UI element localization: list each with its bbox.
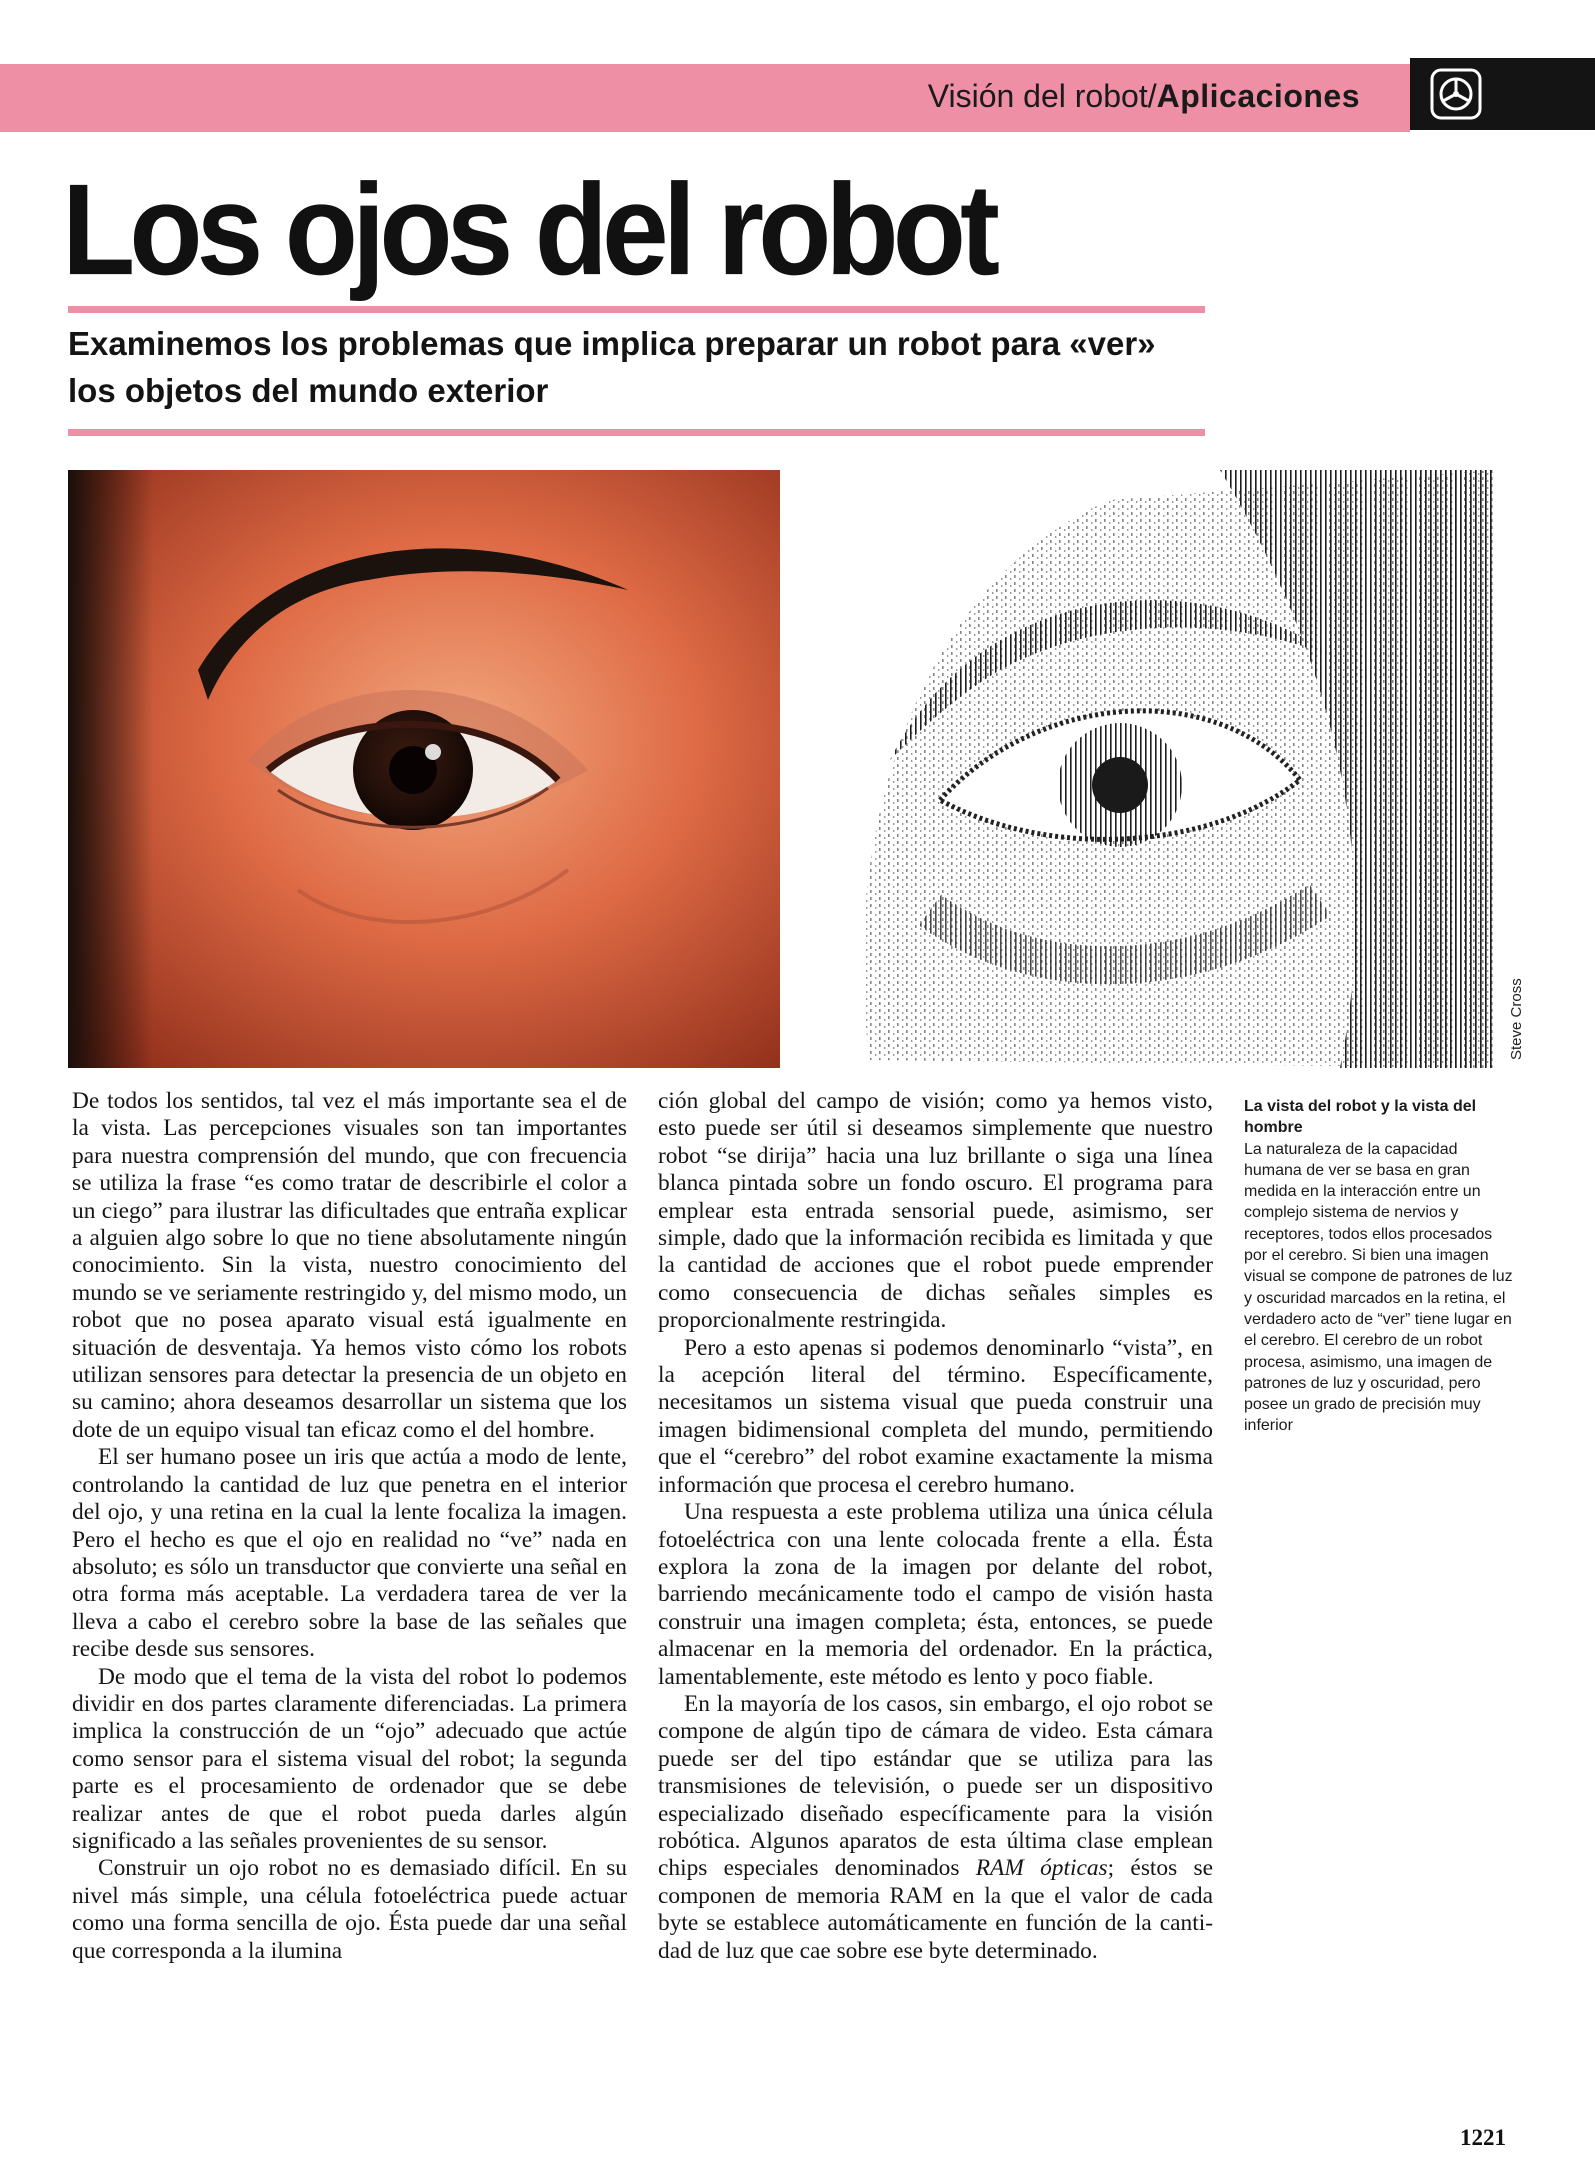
- paragraph: ción global del campo de visión; como ya hemos visto, esto puede ser útil si deseamos simplemente que nuestro robot “se dirija” hacia una luz brillante o siga una línea blanca pintada sobre un fondo oscuro. El programa para emplear esta entrada sensorial puede, asimismo, ser simple, dado que la información recibida es limitada y que la cantidad de acciones que el robot puede emprender como consecuencia de dichas señales simples es proporcionalmente restringida.: [658, 1088, 1213, 1334]
- emphasis-term: RAM ópticas: [975, 1855, 1108, 1882]
- sidebar-caption: [1244, 1096, 1514, 1437]
- sidebar-text: La naturaleza de la capacidad humana de ver se basa en gran medida en la interacción entre un complejo sistema de nervios y receptores, todos ellos procesados por el cerebro. Si bien una imagen visual se compone de patrones de luz y oscuridad marcados en la retina, el verdadero acto de “ver” tiene lugar en el cerebro. El cerebro de un robot procesa, asimismo, una imagen de patrones de luz y oscuridad, pero posee un grado de precisión muy inferior: [1244, 1140, 1513, 1435]
- figure-credit: Steve Cross: [1508, 978, 1525, 1060]
- body-column-2: [658, 1088, 1213, 1965]
- page-subtitle: Examinemos los problemas que implica preparar un robot para «ver» los objetos del mundo exterior: [68, 325, 1156, 409]
- paragraph: Construir un ojo robot no es demasiado difícil. En su nivel más simple, una célula fotoeléctrica puede actuar como una forma sencilla de ojo. Ésta puede dar una señal que corresponda a la ilumina: [72, 1855, 627, 1964]
- sidebar-title: La vista del robot y la vista del hombre: [1244, 1098, 1477, 1137]
- paragraph: [658, 1691, 1213, 1965]
- paragraph: Una respuesta a este problema utiliza una única célula fotoeléctrica con una lente colocada frente a ella. Ésta explora la zona de la imagen por delante del robot, barriendo mecánicamente todo el campo de visión hasta construir una imagen completa; ésta, entonces, se puede almacenar en la memoria del ordenador. En la práctica, lamentablemente, este método es lento y poco fiable.: [658, 1499, 1213, 1690]
- paragraph: De todos los sentidos, tal vez el más importante sea el de la vista. Las percepciones visuales son tan importantes para nuestra comprensión del mundo, que con frecuencia se utiliza la frase “es como tratar de describirle el color a un ciego” para ilustrar las dificultades que entraña explicar a alguien algo sobre lo que no tiene absolutamente ningún conocimiento. Sin la vista, nuestro conocimiento del mundo se ve seriamente restringido y, del mismo modo, un robot que no posea aparato visual está igualmente en situación de desventaja. Ya hemos visto cómo los robots utilizan sensores para detectar la presencia de un objeto en su camino; ahora deseamos desarrollar un sistema que los dote de un equipo visual tan eficaz como el del hombre.: [72, 1088, 627, 1443]
- human-eye-illustration: [68, 470, 780, 1068]
- subtitle-divider: [68, 429, 1205, 436]
- eye-figure: [68, 470, 1494, 1068]
- header-icon-box: [1410, 58, 1595, 130]
- paragraph-text: En la mayoría de los casos, sin embargo, el ojo robot se compone de algún tipo de cámara de video. Esta cámara puede ser del tipo estándar que se utiliza para las transmisiones de televisión, o puede ser un dispositivo especializado diseñado específicamente para la visión robótica. Algunos aparatos de esta última clase emplean chips especiales denominados: [658, 1690, 1213, 1882]
- page-title: Los ojos del robot: [62, 157, 994, 303]
- header-band: [0, 64, 1410, 132]
- digitized-eye-illustration: [780, 470, 1494, 1068]
- page-number: 1221: [1460, 2125, 1506, 2150]
- robot-vision-emblem-icon: [1430, 68, 1482, 120]
- paragraph-text: ; éstos se componen de memoria RAM en la que el valor de cada byte se establece automáticamente en función de la cantidad de luz que cae sobre ese byte determinado.: [658, 1855, 1213, 1964]
- paragraph: De modo que el tema de la vista del robot lo podemos dividir en dos partes claramente diferenciadas. La primera implica la construcción de un “ojo” adecuado que actúe como sensor para el sistema visual del robot; la segunda parte es el procesamiento de ordenador que se debe realizar antes de que el robot pueda darles algún significado a las señales provenientes de su sensor.: [72, 1663, 627, 1854]
- title-divider: [68, 306, 1205, 313]
- paragraph: Pero a esto apenas si podemos denominarlo “vista”, en la acepción literal del término. Específicamente, necesitamos un sistema visual que pueda construir una imagen bidimensional completa del mundo, permitiendo que el “cerebro” del robot examine exactamente la misma información que procesa el cerebro humano.: [658, 1334, 1213, 1498]
- paragraph: El ser humano posee un iris que actúa a modo de lente, controlando la cantidad de luz que penetra en el interior del ojo, y una retina en la cual la lente focaliza la imagen. Pero el hecho es que el ojo en realidad no “ve” nada en absoluto; es sólo un transductor que convierte una señal en otra forma más aceptable. La verdadera tarea de ver la lleva a cabo el cerebro sobre la base de las señales que recibe desde sus sensores.: [72, 1444, 627, 1663]
- category-label: Aplicaciones: [1156, 78, 1360, 114]
- body-column-1: [72, 1088, 627, 1965]
- section-label: Visión del robot/: [927, 78, 1157, 114]
- section-header: [928, 78, 1360, 115]
